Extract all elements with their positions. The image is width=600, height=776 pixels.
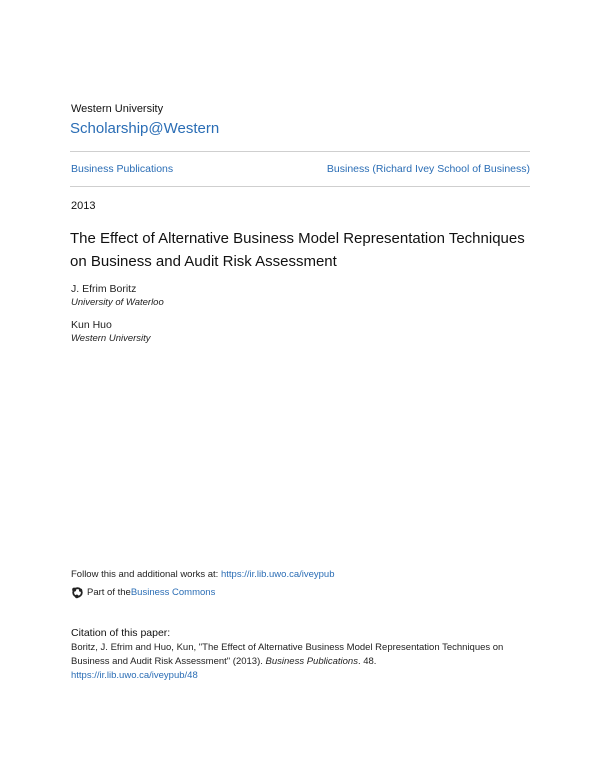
citation-heading: Citation of this paper: bbox=[71, 627, 171, 639]
publication-year: 2013 bbox=[71, 200, 96, 212]
author-affiliation: Western University bbox=[71, 333, 151, 344]
citation-series: Business Publications bbox=[265, 656, 358, 667]
paper-title: The Effect of Alternative Business Model Representation Techniques on Business and Audit Risk Assessment bbox=[70, 230, 525, 270]
commons-link[interactable]: Business Commons bbox=[130, 587, 216, 598]
citation-link[interactable]: https://ir.lib.uwo.ca/iveypub/48 bbox=[71, 670, 198, 681]
author-name: J. Efrim Boritz bbox=[71, 283, 137, 295]
repository-link[interactable]: Scholarship@Western bbox=[70, 120, 220, 137]
citation-text: Boritz, J. Efrim and Huo, Kun, "The Effect of Alternative Business Model Representation Techniques on Business and Audit Risk Assessment" (2013). bbox=[71, 642, 504, 667]
divider-top bbox=[70, 151, 530, 152]
citation-number: . 48. bbox=[357, 656, 377, 667]
citation-body bbox=[71, 641, 531, 683]
collection-link[interactable]: Business Publications bbox=[71, 163, 174, 175]
part-of-line bbox=[71, 586, 215, 599]
follow-text: Follow this and additional works at: bbox=[71, 569, 221, 580]
follow-line bbox=[71, 569, 335, 580]
follow-link[interactable]: https://ir.lib.uwo.ca/iveypub bbox=[220, 569, 335, 580]
network-commons-icon bbox=[71, 586, 84, 599]
part-of-text: Part of the bbox=[87, 587, 131, 598]
institution-name: Western University bbox=[71, 103, 164, 115]
divider-bottom bbox=[70, 186, 530, 187]
author-affiliation: University of Waterloo bbox=[71, 297, 164, 308]
department-link[interactable]: Business (Richard Ivey School of Business) bbox=[326, 163, 530, 175]
author-name: Kun Huo bbox=[71, 319, 112, 331]
